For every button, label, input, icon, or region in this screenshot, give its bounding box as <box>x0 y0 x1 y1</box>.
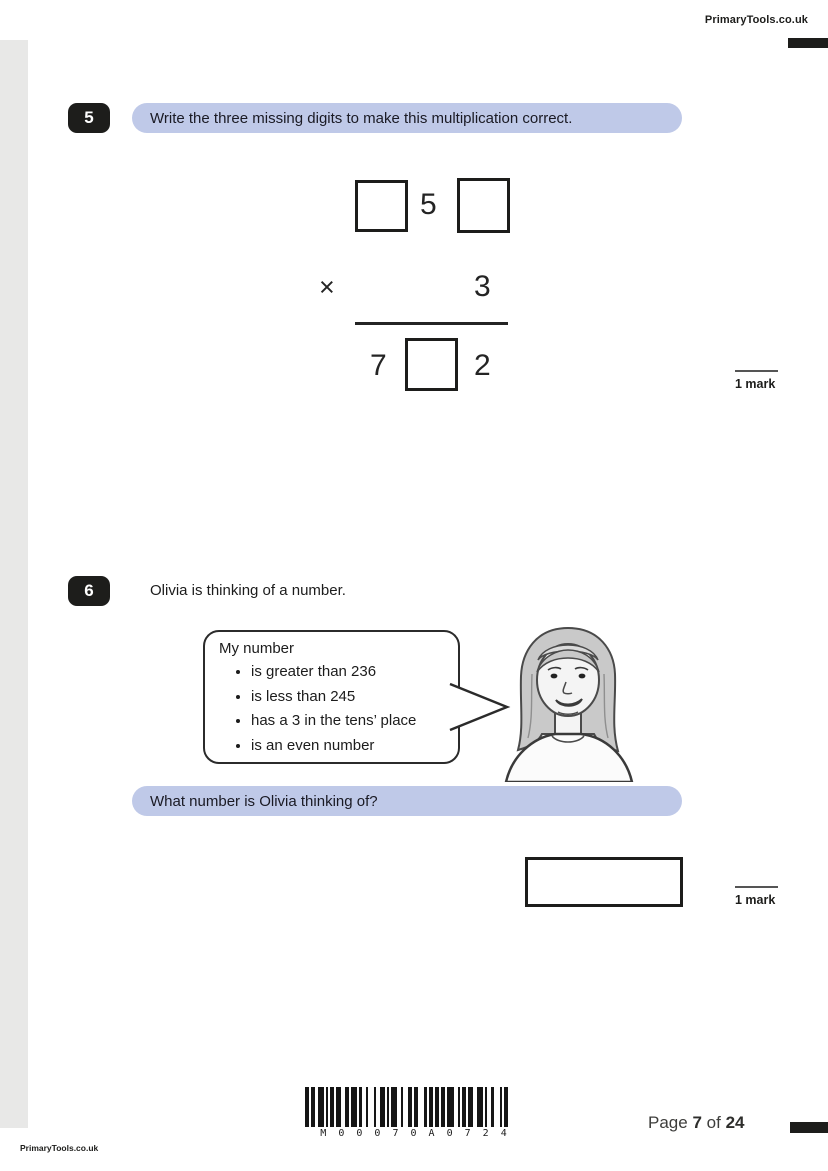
speech-bullet: • is an even number <box>251 735 446 757</box>
speech-bullet: • is less than 245 <box>251 686 446 708</box>
top-right-print-mark <box>788 38 828 48</box>
equals-line <box>355 322 508 325</box>
speech-bullet: • is greater than 236 <box>251 661 446 683</box>
bottom-right-print-mark <box>790 1122 828 1133</box>
mark-label: 1 mark <box>735 377 776 391</box>
question-6-mark <box>735 886 779 909</box>
left-margin-strip <box>0 40 28 1128</box>
barcode <box>305 1087 525 1139</box>
page-total: 24 <box>725 1113 745 1132</box>
question-6-number-badge: 6 <box>68 576 110 606</box>
barcode-bars <box>305 1087 525 1127</box>
of-word: of <box>706 1113 721 1132</box>
speech-bubble <box>203 630 460 764</box>
page-current: 7 <box>692 1113 702 1132</box>
product-units-digit: 2 <box>474 349 491 382</box>
multiplicand-tens-digit: 5 <box>420 188 437 221</box>
page-number <box>648 1113 744 1133</box>
girl-illustration <box>498 624 638 782</box>
page-word: Page <box>648 1113 688 1132</box>
question-6-prompt: What number is Olivia thinking of? <box>132 786 682 816</box>
multiply-sign: × <box>319 272 335 302</box>
mark-line <box>735 370 778 372</box>
mark-label: 1 mark <box>735 893 776 907</box>
missing-digit-box-units[interactable] <box>457 178 510 233</box>
answer-box[interactable] <box>525 857 683 907</box>
question-5-prompt: Write the three missing digits to make this multiplication correct. <box>132 103 682 133</box>
speech-bubble-tail <box>449 681 511 733</box>
missing-digit-box-product-tens[interactable] <box>405 338 458 391</box>
mark-line <box>735 886 778 888</box>
missing-digit-box-hundreds[interactable] <box>355 180 408 232</box>
speech-bubble-title: My number <box>219 640 295 657</box>
product-hundreds-digit: 7 <box>370 349 387 382</box>
question-6-intro: Olivia is thinking of a number. <box>150 582 346 599</box>
multiplier-digit: 3 <box>474 270 491 303</box>
question-5-number-badge: 5 <box>68 103 110 133</box>
question-5-mark <box>735 370 779 393</box>
speech-bullet: • has a 3 in the tens’ place <box>251 710 446 732</box>
footer-brand: PrimaryTools.co.uk <box>20 1143 99 1153</box>
barcode-label: M 0 0 0 7 0 A 0 7 2 4 <box>320 1128 510 1139</box>
header-brand: PrimaryTools.co.uk <box>704 14 808 26</box>
speech-bullet-list <box>225 661 446 757</box>
